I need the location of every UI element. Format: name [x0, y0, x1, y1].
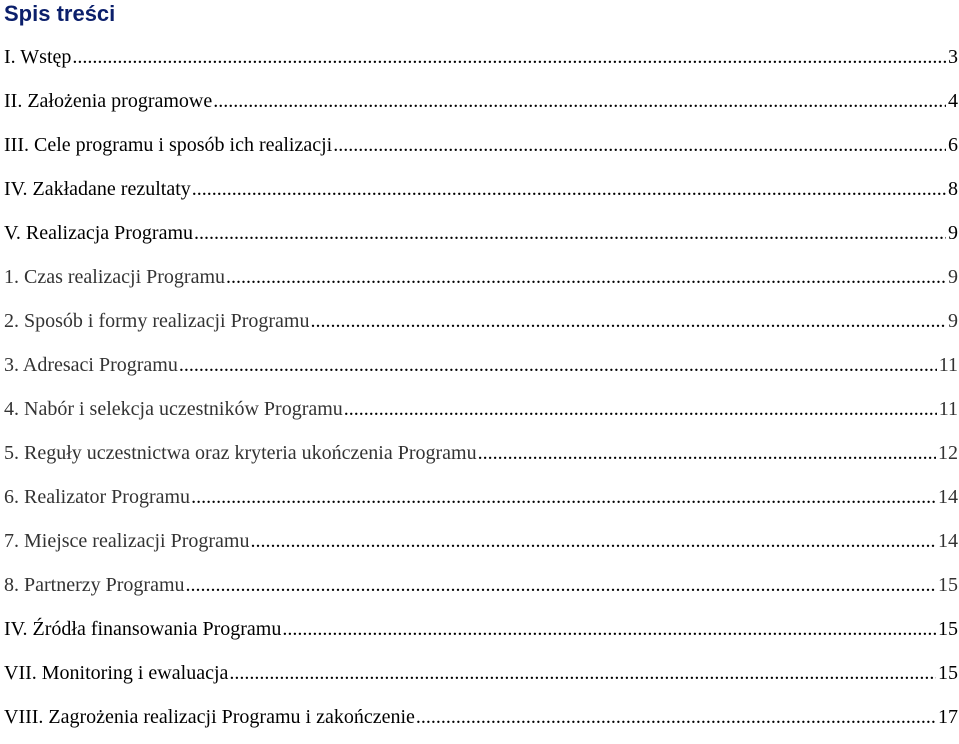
toc-entry-miejsce-realizacji[interactable]	[4, 524, 958, 568]
dot-leader	[250, 524, 936, 558]
toc-entry-label: I. Wstęp	[4, 46, 72, 68]
toc-entry-page-number: 15	[938, 574, 958, 596]
toc-entry-label: III. Cele programu i sposób ich realizacji	[4, 134, 333, 156]
toc-entry-label: 7. Miejsce realizacji Programu	[4, 530, 250, 552]
dot-leader	[333, 128, 946, 162]
toc-entry-page-number: 12	[938, 442, 958, 464]
dot-leader	[416, 700, 936, 734]
toc-entry-zagrozenia-realizacji[interactable]	[4, 700, 958, 744]
toc-entry-label: VII. Monitoring i ewaluacja	[4, 662, 229, 684]
table-of-contents	[4, 40, 958, 744]
toc-entry-page-number: 9	[948, 310, 958, 332]
dot-leader	[344, 392, 937, 426]
dot-leader	[226, 260, 946, 294]
dot-leader	[213, 84, 946, 118]
dot-leader	[194, 216, 946, 250]
dot-leader	[229, 656, 936, 690]
toc-entry-realizator-programu[interactable]	[4, 480, 958, 524]
toc-entry-label: 6. Realizator Programu	[4, 486, 191, 508]
toc-title: Spis treści	[4, 1, 116, 26]
dot-leader	[191, 480, 936, 514]
toc-entry-realizacja-programu[interactable]	[4, 216, 958, 260]
toc-entry-zalozenia-programowe[interactable]	[4, 84, 958, 128]
toc-entry-label: 8. Partnerzy Programu	[4, 574, 185, 596]
toc-entry-label: 5. Reguły uczestnictwa oraz kryteria ukończenia Programu	[4, 442, 477, 464]
toc-entry-partnerzy-programu[interactable]	[4, 568, 958, 612]
toc-entry-monitoring-i-ewaluacja[interactable]	[4, 656, 958, 700]
toc-entry-page-number: 4	[948, 90, 958, 112]
toc-entry-page-number: 9	[948, 266, 958, 288]
toc-entry-label: 4. Nabór i selekcja uczestników Programu	[4, 398, 343, 420]
toc-entry-czas-realizacji[interactable]	[4, 260, 958, 304]
dot-leader	[282, 612, 936, 646]
toc-entry-cele-programu[interactable]	[4, 128, 958, 172]
toc-entry-page-number: 9	[948, 222, 958, 244]
toc-entry-label: 2. Sposób i formy realizacji Programu	[4, 310, 310, 332]
toc-entry-page-number: 11	[938, 354, 958, 376]
toc-entry-label: IV. Źródła finansowania Programu	[4, 618, 282, 640]
toc-entry-label: 3. Adresaci Programu	[4, 354, 178, 376]
toc-entry-page-number: 3	[948, 46, 958, 68]
toc-entry-wstep[interactable]	[4, 40, 958, 84]
toc-entry-label: 1. Czas realizacji Programu	[4, 266, 226, 288]
toc-entry-label: VIII. Zagrożenia realizacji Programu i zakończenie	[4, 706, 415, 728]
toc-entry-page-number: 14	[938, 530, 958, 552]
toc-entry-sposob-i-formy[interactable]	[4, 304, 958, 348]
dot-leader	[311, 304, 947, 338]
toc-entry-label: V. Realizacja Programu	[4, 222, 194, 244]
toc-entry-label: IV. Zakładane rezultaty	[4, 178, 191, 200]
dot-leader	[186, 568, 936, 602]
toc-entry-label: II. Założenia programowe	[4, 90, 213, 112]
dot-leader	[179, 348, 937, 382]
toc-entry-page-number: 15	[938, 618, 958, 640]
toc-entry-nabor-i-selekcja[interactable]	[4, 392, 958, 436]
toc-entry-page-number: 15	[938, 662, 958, 684]
toc-entry-page-number: 14	[938, 486, 958, 508]
toc-entry-zakladane-rezultaty[interactable]	[4, 172, 958, 216]
dot-leader	[192, 172, 946, 206]
toc-entry-page-number: 11	[938, 398, 958, 420]
toc-entry-page-number: 17	[938, 706, 958, 728]
toc-entry-adresaci-programu[interactable]	[4, 348, 958, 392]
dot-leader	[72, 40, 946, 74]
toc-entry-reguly-uczestnictwa[interactable]	[4, 436, 958, 480]
toc-entry-zrodla-finansowania[interactable]	[4, 612, 958, 656]
dot-leader	[478, 436, 936, 470]
toc-entry-page-number: 8	[948, 178, 958, 200]
toc-entry-page-number: 6	[948, 134, 958, 156]
